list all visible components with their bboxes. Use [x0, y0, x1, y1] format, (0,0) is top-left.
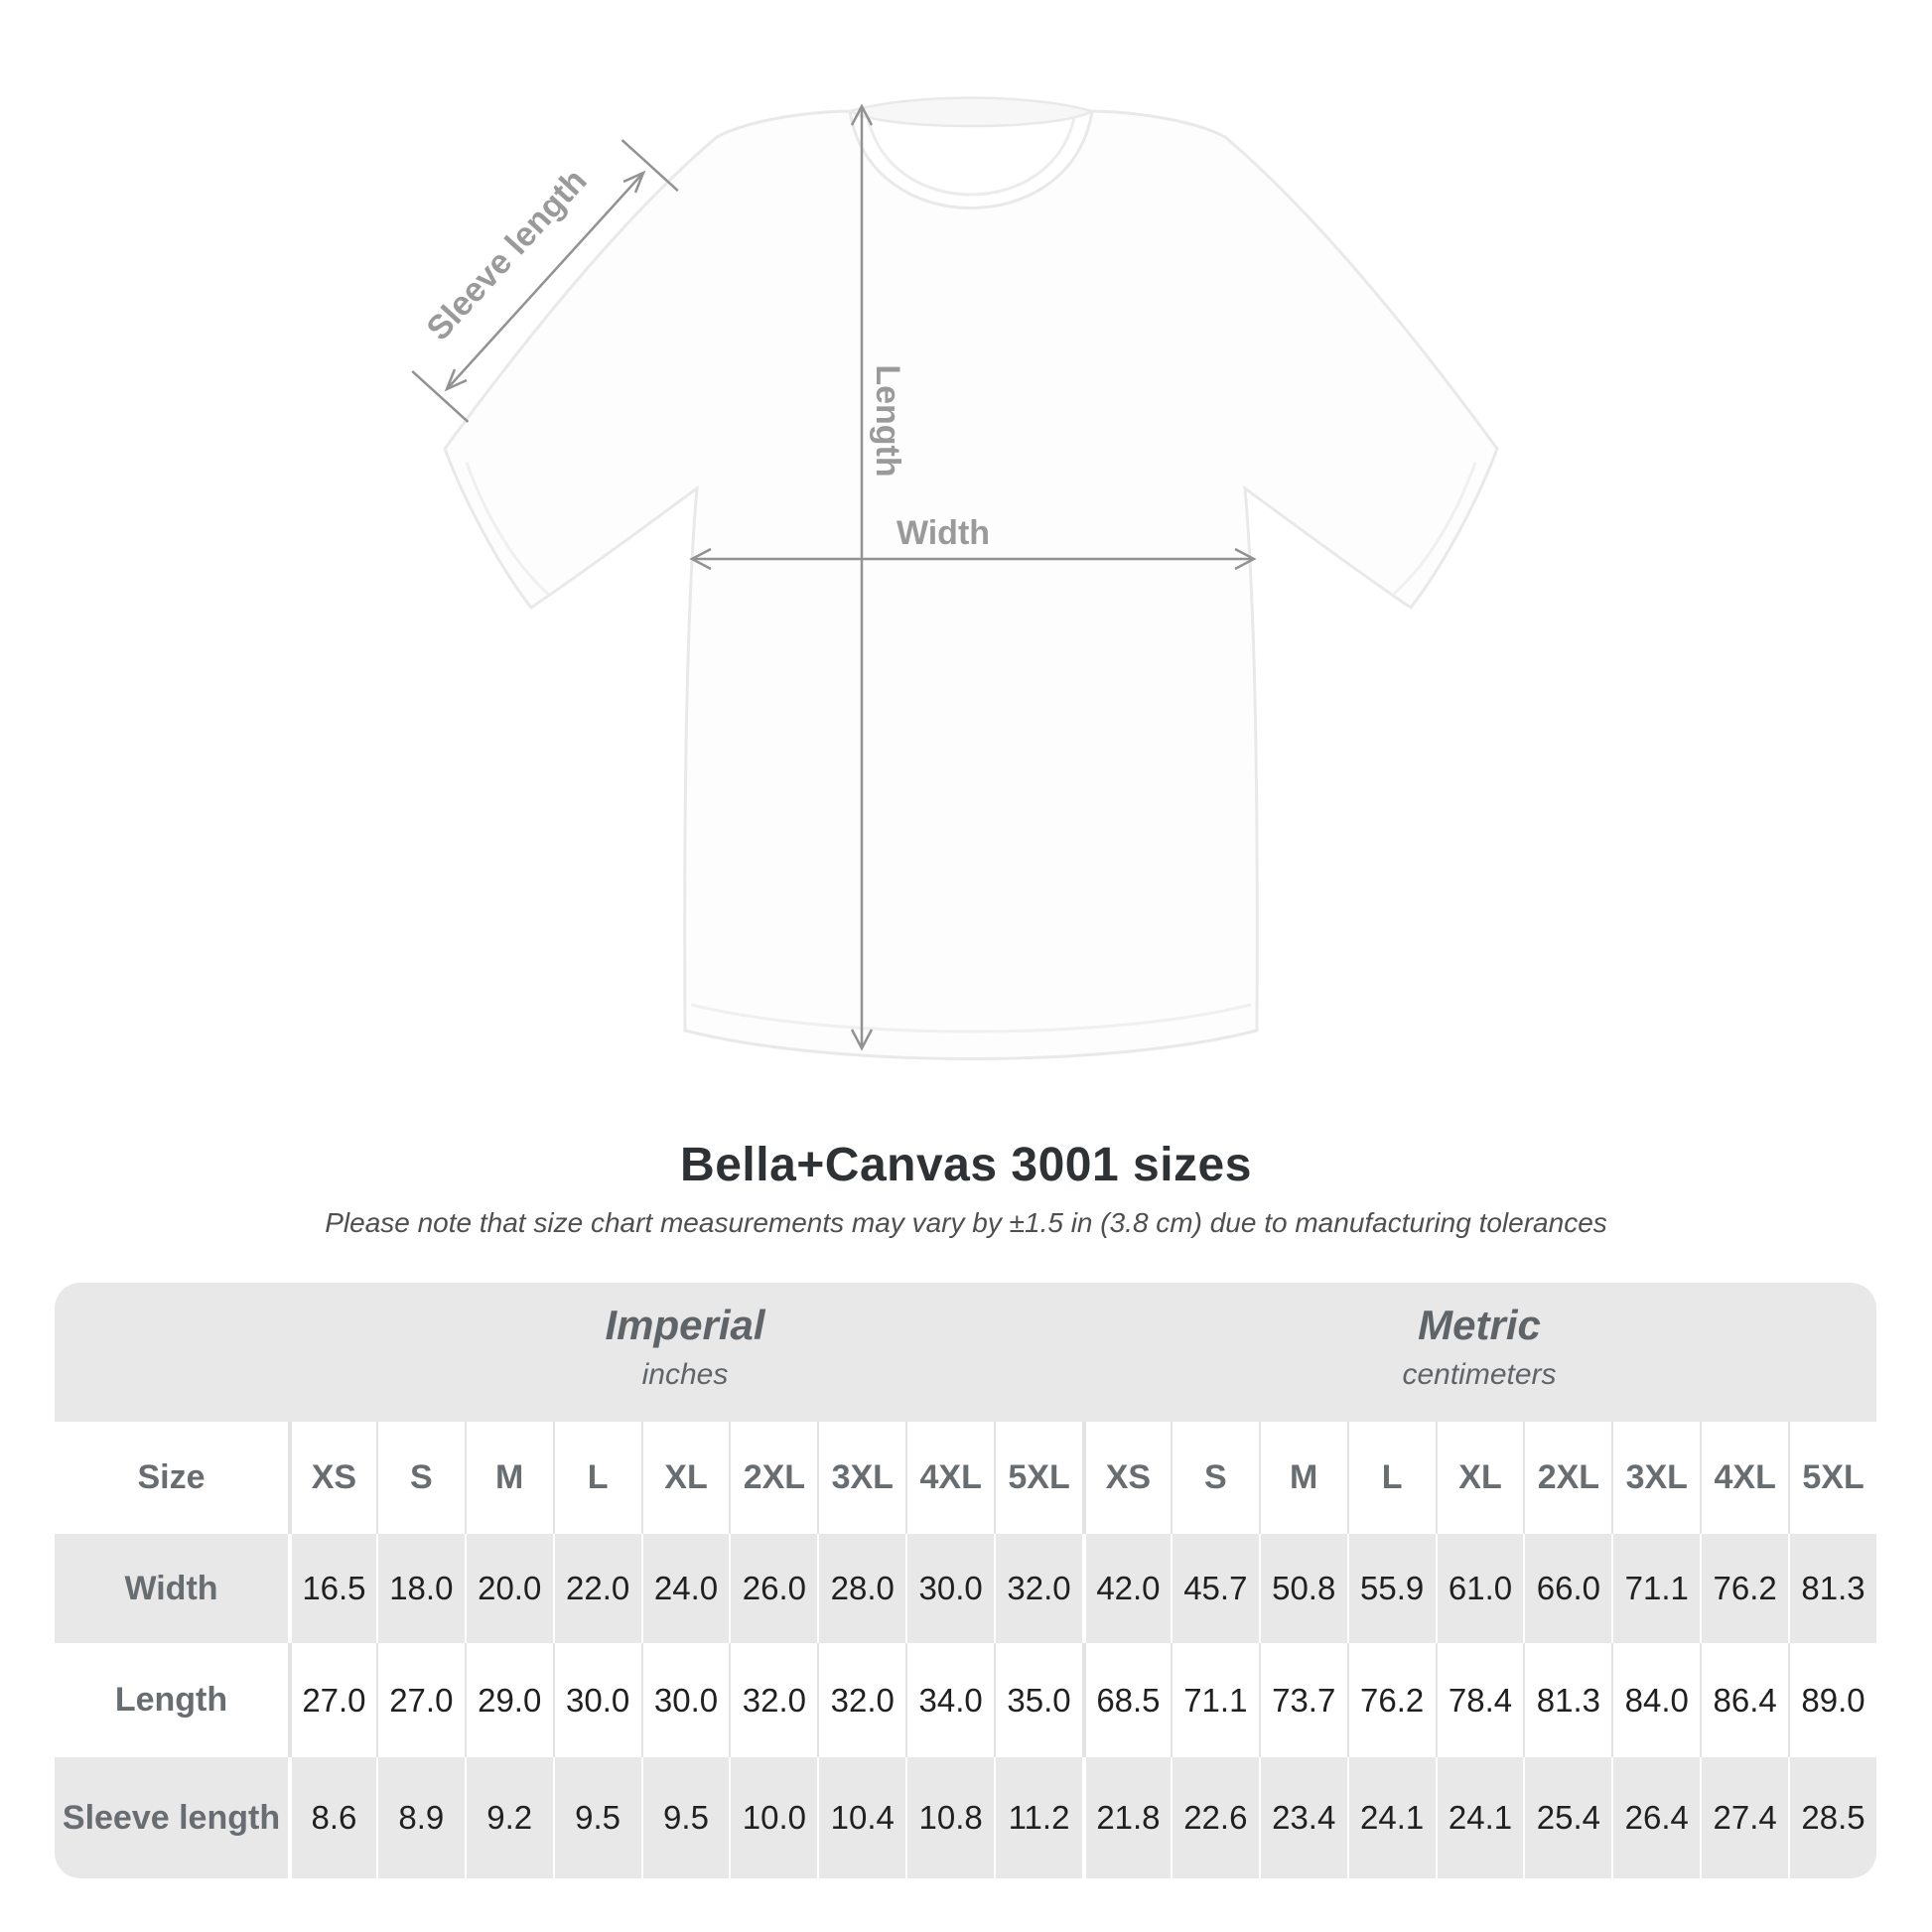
tolerance-note: Please note that size chart measurements may vary by ±1.5 in (3.8 cm) due to manufacturing tolerances [325, 1207, 1607, 1238]
row-label: Length [114, 1681, 228, 1719]
cell: 76.2 [1700, 1534, 1788, 1643]
size-table [55, 1283, 1876, 1878]
size-col: 4XL [905, 1422, 994, 1534]
size-col: S [1171, 1422, 1259, 1534]
cell: 34.0 [905, 1643, 994, 1757]
tshirt-body [445, 111, 1497, 1059]
cell: 81.3 [1523, 1643, 1611, 1757]
cell: 89.0 [1788, 1643, 1876, 1757]
cell: 66.0 [1523, 1534, 1611, 1643]
metric-header [1082, 1283, 1876, 1422]
cell: 86.4 [1700, 1643, 1788, 1757]
cell: 30.0 [553, 1643, 641, 1757]
sleeve-length-label: Sleeve length [419, 161, 595, 348]
cell: 73.7 [1259, 1643, 1347, 1757]
cell: 25.4 [1523, 1757, 1611, 1878]
size-col: L [1347, 1422, 1436, 1534]
cell: 68.5 [1082, 1643, 1171, 1757]
cell: 29.0 [465, 1643, 553, 1757]
cell: 78.4 [1436, 1643, 1524, 1757]
cell: 27.0 [288, 1643, 376, 1757]
cell: 9.2 [465, 1757, 553, 1878]
cell: 24.0 [641, 1534, 730, 1643]
cell: 71.1 [1611, 1534, 1700, 1643]
cell: 50.8 [1259, 1534, 1347, 1643]
tshirt-collar-seam [868, 117, 1074, 195]
cell: 76.2 [1347, 1643, 1436, 1757]
size-col: XS [288, 1422, 376, 1534]
size-col: 2XL [1523, 1422, 1611, 1534]
unit-header-row [55, 1283, 1876, 1422]
imperial-name: Imperial [605, 1302, 765, 1348]
cell: 23.4 [1259, 1757, 1347, 1878]
cell: 10.8 [905, 1757, 994, 1878]
cell: 24.1 [1347, 1757, 1436, 1878]
cell: 8.9 [376, 1757, 465, 1878]
size-header-row [55, 1422, 1876, 1534]
cell: 32.0 [817, 1643, 905, 1757]
cell: 84.0 [1611, 1643, 1700, 1757]
cell: 26.0 [729, 1534, 817, 1643]
size-col: M [465, 1422, 553, 1534]
cell: 32.0 [729, 1643, 817, 1757]
cell: 61.0 [1436, 1534, 1524, 1643]
cell: 11.2 [994, 1757, 1082, 1878]
size-col: 2XL [729, 1422, 817, 1534]
cell: 16.5 [288, 1534, 376, 1643]
size-corner-label: Size [137, 1458, 206, 1496]
cell: 9.5 [553, 1757, 641, 1878]
cell: 8.6 [288, 1757, 376, 1878]
cell: 18.0 [376, 1534, 465, 1643]
cell: 21.8 [1082, 1757, 1171, 1878]
cell: 10.4 [817, 1757, 905, 1878]
cell: 28.5 [1788, 1757, 1876, 1878]
cell: 71.1 [1171, 1643, 1259, 1757]
cell: 24.1 [1436, 1757, 1524, 1878]
cell: 55.9 [1347, 1534, 1436, 1643]
row-label: Sleeve length [62, 1798, 281, 1837]
table-row-width [55, 1534, 1876, 1643]
cell: 28.0 [817, 1534, 905, 1643]
size-col: 3XL [817, 1422, 905, 1534]
cell: 42.0 [1082, 1534, 1171, 1643]
size-col: 4XL [1700, 1422, 1788, 1534]
size-col: L [553, 1422, 641, 1534]
cell: 45.7 [1171, 1534, 1259, 1643]
size-col: XL [1436, 1422, 1524, 1534]
imperial-header [288, 1283, 1082, 1422]
size-col: XS [1082, 1422, 1171, 1534]
cell: 32.0 [994, 1534, 1082, 1643]
cell: 27.0 [376, 1643, 465, 1757]
size-col: 5XL [1788, 1422, 1876, 1534]
size-col: XL [641, 1422, 730, 1534]
size-col: S [376, 1422, 465, 1534]
page-title: Bella+Canvas 3001 sizes [680, 1139, 1252, 1191]
cell: 27.4 [1700, 1757, 1788, 1878]
cell: 22.6 [1171, 1757, 1259, 1878]
width-label: Width [896, 514, 991, 552]
size-col: 5XL [994, 1422, 1082, 1534]
cell: 10.0 [729, 1757, 817, 1878]
cell: 30.0 [641, 1643, 730, 1757]
cell: 22.0 [553, 1534, 641, 1643]
table-row-length [55, 1643, 1876, 1757]
cell: 30.0 [905, 1534, 994, 1643]
cell: 20.0 [465, 1534, 553, 1643]
imperial-unit: inches [641, 1358, 729, 1392]
cell: 81.3 [1788, 1534, 1876, 1643]
cell: 35.0 [994, 1643, 1082, 1757]
cell: 26.4 [1611, 1757, 1700, 1878]
cell: 9.5 [641, 1757, 730, 1878]
metric-name: Metric [1418, 1302, 1541, 1348]
size-col: 3XL [1611, 1422, 1700, 1534]
unit-header-spacer [55, 1283, 288, 1422]
metric-unit: centimeters [1402, 1358, 1557, 1392]
length-label: Length [869, 364, 907, 478]
row-label: Width [124, 1569, 218, 1607]
tshirt-collar-band [850, 98, 1092, 127]
size-col: M [1259, 1422, 1347, 1534]
table-row-sleeve-length [55, 1757, 1876, 1878]
